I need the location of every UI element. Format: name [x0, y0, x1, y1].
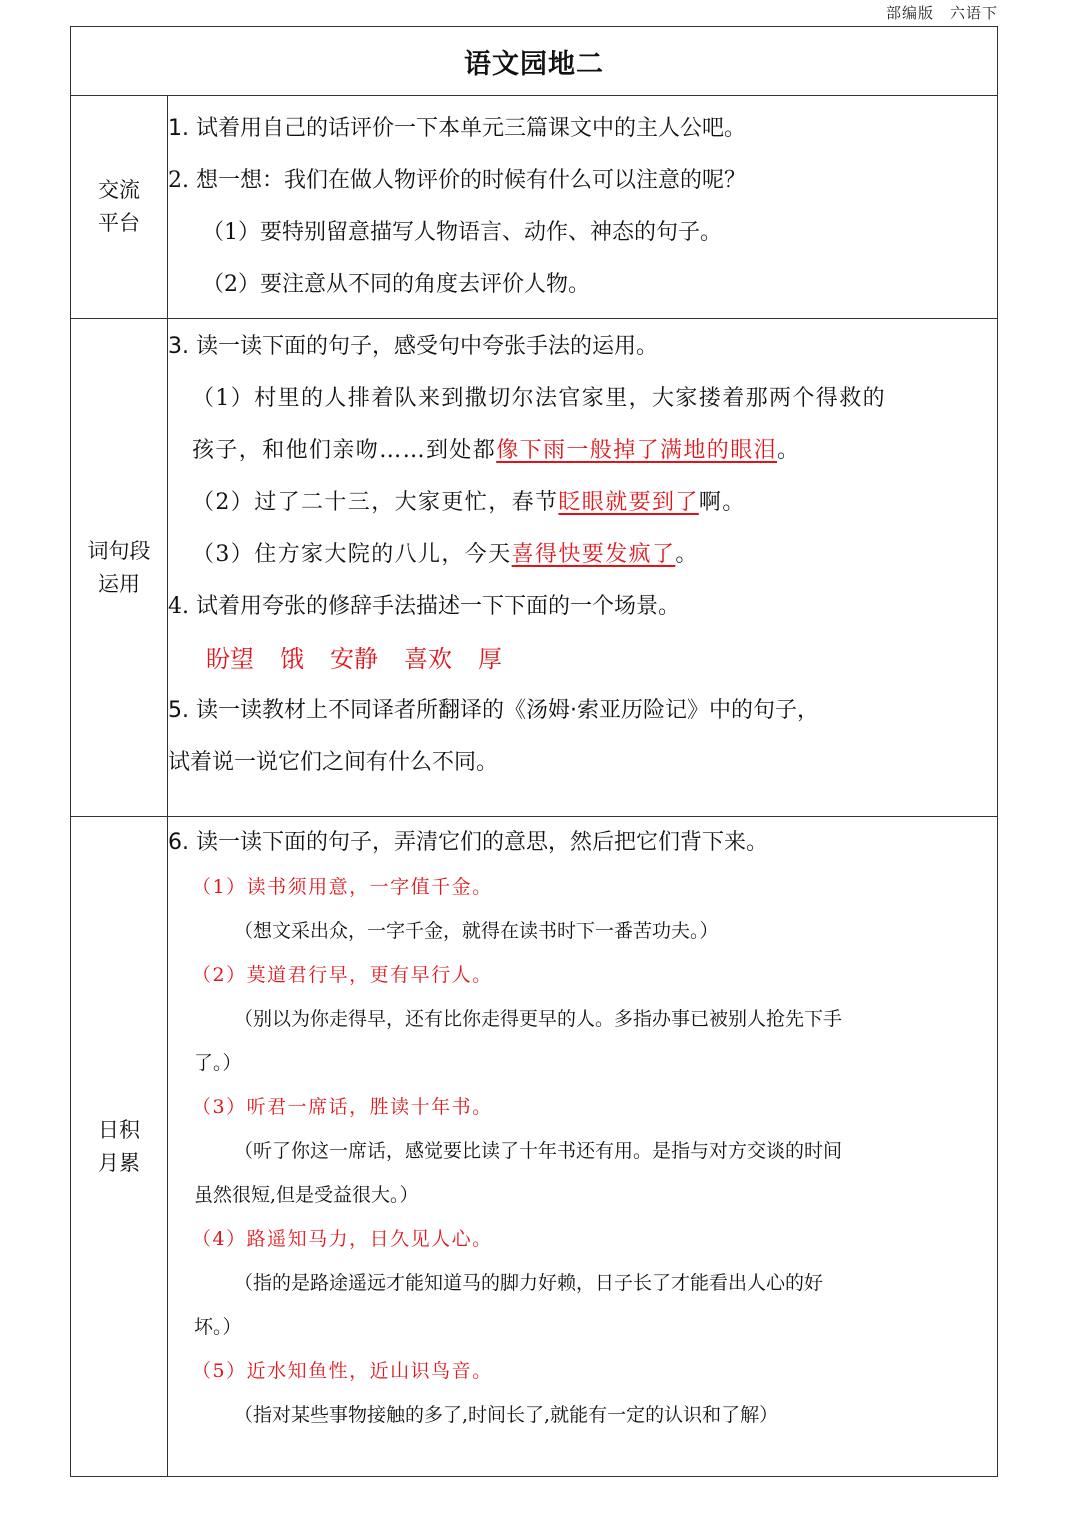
section-label [71, 319, 168, 817]
sentence-text: （2）过了二十三，大家更忙，春节 [192, 490, 559, 515]
exaggeration-highlight: 喜得快要发疯了 [511, 542, 676, 567]
section-accumulation [71, 817, 998, 1477]
saying-3: （3）听君一席话，胜读十年书。 [192, 1096, 493, 1118]
section-label [71, 817, 168, 1477]
label-line: 月累 [98, 1150, 140, 1175]
word-item: 盼望 [206, 645, 254, 673]
label-line: 平台 [98, 211, 140, 235]
saying-5: （5）近水知鱼性，近山识鸟音。 [192, 1360, 493, 1382]
word-item: 安静 [330, 645, 378, 673]
section-content [168, 96, 998, 319]
sentence-text: （3）住方家大院的八儿，今天 [192, 542, 512, 567]
example-sentence-1: （1）村里的人排着队来到撒切尔法官家里，大家搂着那两个得救的 [192, 386, 886, 411]
saying-2-explanation: （别以为你走得早，还有比你走得更早的人。多指办事已被别人抢先下手 [234, 1008, 843, 1030]
saying-5-explanation: （指对某些事物接触的多了,时间长了,就能有一定的认识和了解） [234, 1404, 779, 1426]
saying-1-explanation: （想文采出众，一字千金，就得在读书时下一番苦功夫。） [234, 920, 719, 942]
answer-2: （2）要注意从不同的角度去评价人物。 [202, 272, 590, 297]
sentence-end: 啊。 [698, 490, 746, 515]
word-item: 厚 [478, 645, 502, 673]
saying-3-explanation-cont: 虽然很短,但是受益很大。） [194, 1184, 419, 1206]
question-6: 6. 读一读下面的句子，弄清它们的意思，然后把它们背下来。 [168, 830, 768, 855]
sentence-end: 。 [777, 438, 801, 463]
saying-1: （1）读书须用意，一字值千金。 [192, 876, 493, 898]
label-line: 运用 [98, 571, 140, 596]
header-note: 部编版 六语下 [885, 4, 998, 22]
word-list [168, 633, 997, 685]
question-5-cont: 试着说一说它们之间有什么不同。 [168, 750, 499, 775]
section-communication [71, 96, 998, 319]
label-line: 词句段 [87, 538, 151, 563]
section-content [168, 817, 998, 1477]
saying-4-explanation-cont: 坏。） [194, 1316, 242, 1338]
saying-2: （2）莫道君行早，更有早行人。 [192, 964, 493, 986]
example-sentence-3 [168, 529, 997, 581]
title-row [71, 27, 998, 96]
exaggeration-highlight: 眨眼就要到了 [558, 490, 699, 515]
word-item: 喜欢 [404, 645, 452, 673]
word-item: 饿 [280, 645, 304, 673]
question-5: 5. 读一读教材上不同译者所翻译的《汤姆·索亚历险记》中的句子， [168, 698, 819, 723]
question-2: 2. 想一想：我们在做人物评价的时候有什么可以注意的呢？ [168, 168, 746, 193]
label-line: 交流 [98, 178, 140, 202]
saying-3-explanation: （听了你这一席话，感觉要比读了十年书还有用。是指与对方交谈的时间 [234, 1140, 843, 1162]
example-sentence-1-cont [168, 425, 997, 477]
question-3: 3. 读一读下面的句子，感受句中夸张手法的运用。 [168, 334, 658, 359]
exaggeration-highlight: 像下雨一般掉了满地的眼泪 [496, 438, 778, 463]
question-4: 4. 试着用夸张的修辞手法描述一下下面的一个场景。 [168, 594, 680, 619]
question-1: 1. 试着用自己的话评价一下本单元三篇课文中的主人公吧。 [168, 116, 746, 141]
saying-4: （4）路遥知马力，日久见人心。 [192, 1228, 493, 1250]
sentence-end: 。 [675, 542, 699, 567]
example-sentence-2 [168, 477, 997, 529]
answer-1: （1）要特别留意描写人物语言、动作、神态的句子。 [202, 220, 722, 245]
page-title: 语文园地二 [71, 27, 998, 96]
worksheet-table [70, 26, 998, 1477]
label-line: 日积 [98, 1117, 140, 1142]
saying-2-explanation-cont: 了。） [194, 1052, 242, 1074]
section-content [168, 319, 998, 817]
section-label [71, 96, 168, 319]
saying-4-explanation: （指的是路途遥远才能知道马的脚力好赖，日子长了才能看出人心的好 [234, 1272, 824, 1294]
sentence-text: 孩子，和他们亲吻……到处都 [192, 438, 497, 463]
section-word-sentence [71, 319, 998, 817]
